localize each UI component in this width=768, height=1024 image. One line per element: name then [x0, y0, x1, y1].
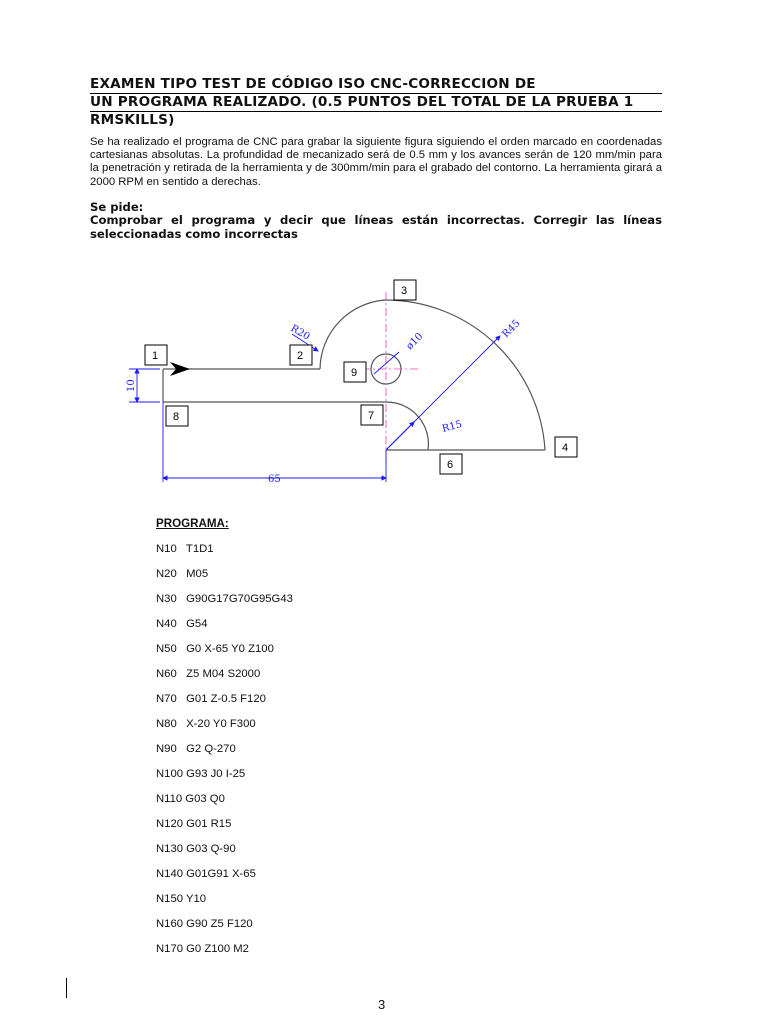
program-line: N50 G0 X-65 Y0 Z100: [156, 643, 274, 655]
program-line: N90 G2 Q-270: [156, 743, 236, 755]
point-3: 3: [401, 285, 408, 297]
point-8: 8: [173, 411, 180, 423]
program-heading: PROGRAMA:: [156, 517, 229, 530]
title-line-3: RMSKILLS): [90, 112, 175, 128]
program-line: N120 G01 R15: [156, 818, 232, 830]
center-lines: [362, 292, 420, 470]
dim-10: 10: [126, 379, 137, 392]
program-line: N140 G01G91 X-65: [156, 868, 256, 880]
program-line: N20 M05: [156, 568, 209, 580]
point-4: 4: [562, 442, 569, 454]
margin-bar: [66, 978, 67, 998]
dim-r45: R45: [500, 318, 523, 341]
point-2: 2: [297, 350, 304, 362]
point-7: 7: [368, 410, 375, 422]
dim-r20: R20: [288, 323, 312, 343]
dim-r15: R15: [440, 419, 464, 435]
point-6: 6: [447, 459, 454, 471]
program-line: N150 Y10: [156, 893, 207, 905]
point-labels: [145, 280, 577, 474]
program-line: N40 G54: [156, 618, 208, 630]
program-line: N170 G0 Z100 M2: [156, 943, 249, 955]
se-pide-text: Comprobar el programa y decir que líneas están incorrectas. Corregir las líneas seleccionadas como incorrectas: [90, 213, 662, 241]
program-line: N80 X-20 Y0 F300: [156, 718, 256, 730]
program-line: N160 G90 Z5 F120: [156, 918, 253, 930]
intro-paragraph: Se ha realizado el programa de CNC para grabar la siguiente figura siguiendo el orden marcado en coordenadas cartesianas absolutas. La profundidad de mecanizado será de 0.5 mm y los avances serán de 120 mm/min para la penetración y retirada de la herramienta y de 300mm/min para el grabado del contorno. La herramienta girará a 2000 RPM en sentido a derechas.: [90, 136, 662, 188]
program-line: N130 G03 Q-90: [156, 843, 236, 855]
program-line: N110 G03 Q0: [156, 793, 225, 805]
dim-dia10: ø10: [404, 331, 426, 353]
program-line: N60 Z5 M04 S2000: [156, 668, 261, 680]
point-9: 9: [351, 367, 358, 379]
page-number: 3: [378, 997, 386, 1012]
point-1: 1: [152, 350, 159, 362]
title-line-2: UN PROGRAMA REALIZADO. (0.5 PUNTOS DEL TOTAL DE LA PRUEBA 1: [90, 94, 662, 112]
program-line: N70 G01 Z-0.5 F120: [156, 693, 266, 705]
program-line: N100 G93 J0 I-25: [156, 768, 246, 780]
se-pide-heading: Se pide:: [90, 200, 144, 214]
dim-65: 65: [268, 474, 281, 485]
program-line: N10 T1D1: [156, 543, 214, 555]
program-line: N30 G90G17G70G95G43: [156, 593, 293, 605]
title-line-1: EXAMEN TIPO TEST DE CÓDIGO ISO CNC-CORRECCION DE: [90, 76, 662, 94]
